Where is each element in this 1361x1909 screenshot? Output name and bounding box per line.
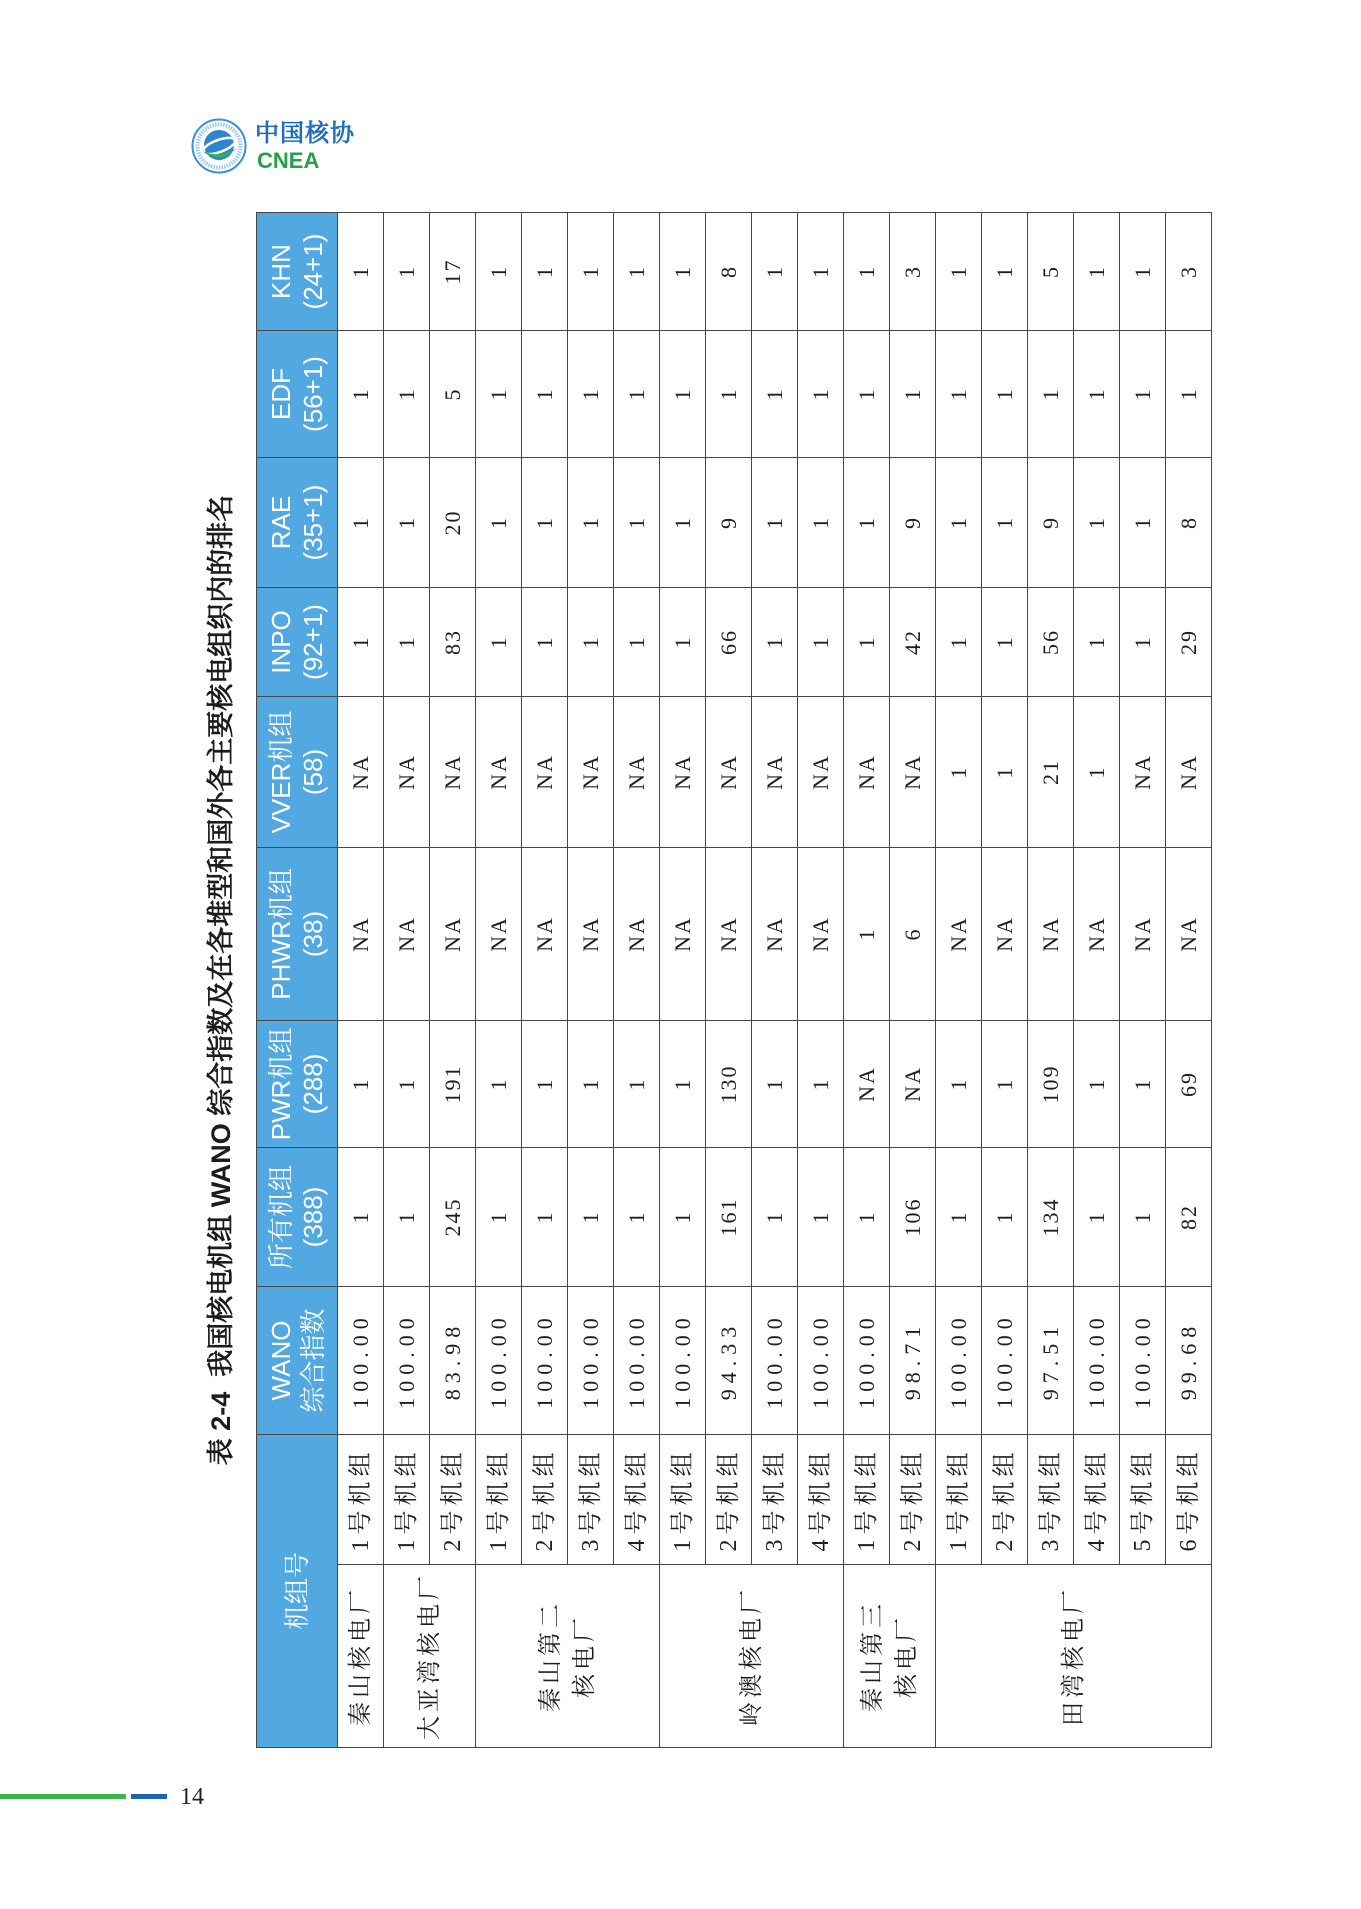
cell-rank-phwr: 1 <box>844 847 890 1020</box>
header-line1: RAE <box>266 495 296 550</box>
cell-rank-edf: 1 <box>798 330 844 457</box>
cell-rank-vver: NA <box>890 696 936 847</box>
header-edf <box>257 330 338 457</box>
table-row <box>1166 212 1212 1747</box>
table-body <box>338 212 1212 1747</box>
cell-rank-phwr: NA <box>1166 847 1212 1020</box>
cell-rank-khn: 3 <box>1166 212 1212 330</box>
station-name-cell <box>844 1565 936 1748</box>
table-row <box>890 212 936 1747</box>
cell-rank-rae: 1 <box>660 457 706 587</box>
table-row <box>522 212 568 1747</box>
cell-rank-inpo: 66 <box>706 587 752 696</box>
cell-rank-phwr: NA <box>706 847 752 1020</box>
cell-rank-khn: 5 <box>1028 212 1074 330</box>
cell-rank-vver: NA <box>1120 696 1166 847</box>
cell-rank-rae: 1 <box>568 457 614 587</box>
cell-wano-index: 98.71 <box>890 1286 936 1434</box>
header-unit-no <box>257 1434 338 1747</box>
cell-rank-pwr: 1 <box>338 1020 384 1147</box>
cell-rank-edf: 1 <box>936 330 982 457</box>
cell-rank-rae: 1 <box>798 457 844 587</box>
cell-rank-inpo: 29 <box>1166 587 1212 696</box>
table-row <box>660 212 706 1747</box>
table-row <box>798 212 844 1747</box>
header-khn <box>257 212 338 330</box>
cell-rank-all-units: 106 <box>890 1147 936 1286</box>
cell-rank-inpo: 1 <box>1120 587 1166 696</box>
cell-rank-edf: 1 <box>844 330 890 457</box>
cell-rank-khn: 8 <box>706 212 752 330</box>
unit-name-cell: 3号机组 <box>1028 1434 1074 1564</box>
unit-name-cell: 2号机组 <box>890 1434 936 1564</box>
unit-name-cell: 2号机组 <box>522 1434 568 1564</box>
table-row <box>936 212 982 1747</box>
cell-rank-vver: 21 <box>1028 696 1074 847</box>
cell-rank-inpo: 1 <box>1074 587 1120 696</box>
header-line2: (38) <box>298 910 328 958</box>
unit-name-cell: 3号机组 <box>752 1434 798 1564</box>
station-name-line: 核电厂 <box>893 1614 920 1698</box>
header-line2: (388) <box>298 1186 328 1248</box>
header-wano-index <box>257 1286 338 1434</box>
cell-wano-index: 100.00 <box>798 1286 844 1434</box>
cell-rank-khn: 1 <box>568 212 614 330</box>
table-row <box>614 212 660 1747</box>
cell-rank-vver: NA <box>1166 696 1212 847</box>
unit-name-cell: 1号机组 <box>476 1434 522 1564</box>
footer-rule-blue <box>131 1794 167 1799</box>
cell-rank-all-units: 1 <box>798 1147 844 1286</box>
cell-rank-khn: 17 <box>430 212 476 330</box>
header-line2: (288) <box>298 1053 328 1115</box>
cell-rank-all-units: 1 <box>936 1147 982 1286</box>
cell-rank-pwr: 1 <box>614 1020 660 1147</box>
cell-rank-inpo: 1 <box>338 587 384 696</box>
header-rae <box>257 457 338 587</box>
header-line1: 所有机组 <box>266 1164 296 1269</box>
cell-rank-inpo: 83 <box>430 587 476 696</box>
cell-rank-pwr: 109 <box>1028 1020 1074 1147</box>
cell-rank-vver: NA <box>752 696 798 847</box>
cell-rank-all-units: 1 <box>614 1147 660 1286</box>
cell-rank-all-units: 134 <box>1028 1147 1074 1286</box>
unit-name-cell: 2号机组 <box>430 1434 476 1564</box>
cell-rank-edf: 1 <box>338 330 384 457</box>
cell-rank-phwr: NA <box>936 847 982 1020</box>
cell-rank-khn: 1 <box>1120 212 1166 330</box>
station-name-line: 核电厂 <box>571 1614 598 1698</box>
header-line2: (56+1) <box>298 356 328 432</box>
cell-rank-inpo: 1 <box>384 587 430 696</box>
station-name-cell <box>338 1565 384 1748</box>
cell-rank-phwr: NA <box>982 847 1028 1020</box>
cell-rank-khn: 1 <box>522 212 568 330</box>
header-label: 机组号 <box>282 1551 312 1630</box>
table-row <box>430 212 476 1747</box>
cell-rank-all-units: 1 <box>982 1147 1028 1286</box>
unit-name-cell: 5号机组 <box>1120 1434 1166 1564</box>
cell-rank-pwr: 1 <box>522 1020 568 1147</box>
cell-rank-all-units: 1 <box>1120 1147 1166 1286</box>
cell-rank-pwr: 1 <box>568 1020 614 1147</box>
cell-rank-edf: 1 <box>706 330 752 457</box>
cell-rank-rae: 1 <box>1074 457 1120 587</box>
station-name-cell <box>384 1565 476 1748</box>
cell-rank-pwr: 1 <box>798 1020 844 1147</box>
cell-rank-phwr: NA <box>476 847 522 1020</box>
header-line1: KHN <box>266 244 296 299</box>
cell-rank-phwr: NA <box>338 847 384 1020</box>
cell-rank-vver: 1 <box>982 696 1028 847</box>
cell-rank-edf: 1 <box>752 330 798 457</box>
cell-rank-all-units: 1 <box>338 1147 384 1286</box>
cell-rank-pwr: 1 <box>1074 1020 1120 1147</box>
cell-rank-inpo: 42 <box>890 587 936 696</box>
cell-rank-edf: 5 <box>430 330 476 457</box>
cell-rank-khn: 1 <box>384 212 430 330</box>
cell-rank-vver: NA <box>706 696 752 847</box>
cell-rank-edf: 1 <box>476 330 522 457</box>
cell-wano-index: 100.00 <box>752 1286 798 1434</box>
cell-rank-all-units: 1 <box>660 1147 706 1286</box>
cell-rank-khn: 1 <box>660 212 706 330</box>
cell-rank-vver: NA <box>844 696 890 847</box>
cell-wano-index: 100.00 <box>614 1286 660 1434</box>
station-name-line: 岭澳核电厂 <box>738 1586 765 1726</box>
table-header-row <box>257 212 338 1747</box>
cell-rank-khn: 1 <box>936 212 982 330</box>
unit-name-cell: 6号机组 <box>1166 1434 1212 1564</box>
cell-rank-pwr: 1 <box>936 1020 982 1147</box>
cell-rank-rae: 1 <box>844 457 890 587</box>
cell-rank-inpo: 1 <box>936 587 982 696</box>
cell-rank-edf: 1 <box>568 330 614 457</box>
cell-wano-index: 99.68 <box>1166 1286 1212 1434</box>
cell-rank-khn: 3 <box>890 212 936 330</box>
station-name-line: 秦山第二 <box>537 1600 564 1712</box>
cell-rank-edf: 1 <box>982 330 1028 457</box>
cell-rank-vver: NA <box>798 696 844 847</box>
cell-rank-rae: 1 <box>476 457 522 587</box>
station-name-line: 大亚湾核电厂 <box>416 1572 443 1740</box>
table-row <box>476 212 522 1747</box>
cell-rank-vver: NA <box>660 696 706 847</box>
unit-name-cell: 4号机组 <box>614 1434 660 1564</box>
table-wrap <box>252 209 1202 1752</box>
logo-name-en: CNEA <box>257 148 320 173</box>
table-title: 表 2-4 我国核电机组 WANO 综合指数及在各堆型和国外各主要核电组织内的排名 <box>206 494 236 1466</box>
cell-rank-inpo: 1 <box>476 587 522 696</box>
cell-rank-phwr: NA <box>752 847 798 1020</box>
cell-rank-inpo: 1 <box>752 587 798 696</box>
cell-rank-phwr: NA <box>568 847 614 1020</box>
cell-rank-all-units: 1 <box>752 1147 798 1286</box>
table-row <box>752 212 798 1747</box>
cell-rank-phwr: NA <box>1074 847 1120 1020</box>
cell-rank-phwr: NA <box>522 847 568 1020</box>
cell-rank-inpo: 1 <box>798 587 844 696</box>
table-row <box>568 212 614 1747</box>
station-name-cell <box>476 1565 660 1748</box>
cell-rank-inpo: 1 <box>614 587 660 696</box>
cell-rank-pwr: 1 <box>384 1020 430 1147</box>
unit-name-cell: 4号机组 <box>798 1434 844 1564</box>
station-name-line: 田湾核电厂 <box>1060 1586 1087 1726</box>
unit-name-cell: 2号机组 <box>982 1434 1028 1564</box>
table-rotator <box>252 209 1202 1752</box>
cell-rank-inpo: 56 <box>1028 587 1074 696</box>
cell-wano-index: 100.00 <box>568 1286 614 1434</box>
table-row <box>982 212 1028 1747</box>
header-line1: WANO <box>266 1320 296 1401</box>
cell-rank-inpo: 1 <box>522 587 568 696</box>
cell-wano-index: 100.00 <box>476 1286 522 1434</box>
unit-name-cell: 1号机组 <box>338 1434 384 1564</box>
cell-rank-khn: 1 <box>982 212 1028 330</box>
table-row <box>338 212 384 1747</box>
cell-rank-khn: 1 <box>614 212 660 330</box>
cell-rank-pwr: 1 <box>752 1020 798 1147</box>
header-inpo <box>257 587 338 696</box>
cell-rank-pwr: 130 <box>706 1020 752 1147</box>
cell-rank-inpo: 1 <box>568 587 614 696</box>
cell-rank-edf: 1 <box>1074 330 1120 457</box>
cell-rank-edf: 1 <box>890 330 936 457</box>
header-vver <box>257 696 338 847</box>
table-row <box>1074 212 1120 1747</box>
header-line2: (24+1) <box>298 233 328 310</box>
cell-rank-rae: 1 <box>936 457 982 587</box>
cell-wano-index: 100.00 <box>936 1286 982 1434</box>
header-pwr <box>257 1020 338 1147</box>
cell-wano-index: 100.00 <box>384 1286 430 1434</box>
table-row <box>384 212 430 1747</box>
cell-wano-index: 100.00 <box>660 1286 706 1434</box>
cell-rank-all-units: 1 <box>844 1147 890 1286</box>
cell-rank-edf: 1 <box>660 330 706 457</box>
unit-name-cell: 3号机组 <box>568 1434 614 1564</box>
cell-rank-pwr: 1 <box>476 1020 522 1147</box>
cell-rank-all-units: 1 <box>384 1147 430 1286</box>
cell-rank-rae: 8 <box>1166 457 1212 587</box>
cnea-logo-icon <box>191 118 247 174</box>
unit-name-cell: 1号机组 <box>384 1434 430 1564</box>
cell-rank-edf: 1 <box>614 330 660 457</box>
cell-rank-inpo: 1 <box>660 587 706 696</box>
cell-rank-all-units: 82 <box>1166 1147 1212 1286</box>
cell-rank-vver: 1 <box>1074 696 1120 847</box>
station-name-line: 秦山核电厂 <box>347 1586 374 1726</box>
cell-rank-rae: 1 <box>614 457 660 587</box>
cell-wano-index: 100.00 <box>522 1286 568 1434</box>
unit-name-cell: 1号机组 <box>660 1434 706 1564</box>
header-line1: VVER机组 <box>266 710 296 834</box>
header-all-units <box>257 1147 338 1286</box>
cell-rank-rae: 9 <box>890 457 936 587</box>
cell-wano-index: 94.33 <box>706 1286 752 1434</box>
table-row <box>1028 212 1074 1747</box>
cell-rank-pwr: 1 <box>1120 1020 1166 1147</box>
cell-rank-pwr: 69 <box>1166 1020 1212 1147</box>
cell-rank-rae: 1 <box>982 457 1028 587</box>
cell-rank-phwr: NA <box>614 847 660 1020</box>
unit-name-cell: 1号机组 <box>844 1434 890 1564</box>
cell-rank-edf: 1 <box>522 330 568 457</box>
cell-rank-khn: 1 <box>338 212 384 330</box>
header-line2: (58) <box>298 748 328 796</box>
cell-rank-all-units: 245 <box>430 1147 476 1286</box>
cell-rank-vver: NA <box>568 696 614 847</box>
cell-rank-rae: 9 <box>706 457 752 587</box>
header-line2: (35+1) <box>298 484 328 561</box>
logo-name-cn: 中国核协 <box>255 120 355 147</box>
cell-rank-pwr: NA <box>844 1020 890 1147</box>
cell-rank-vver: NA <box>384 696 430 847</box>
cell-rank-rae: 1 <box>522 457 568 587</box>
table-row <box>844 212 890 1747</box>
cell-rank-inpo: 1 <box>982 587 1028 696</box>
cell-wano-index: 100.00 <box>844 1286 890 1434</box>
cell-wano-index: 100.00 <box>982 1286 1028 1434</box>
cell-rank-all-units: 161 <box>706 1147 752 1286</box>
cell-rank-pwr: 191 <box>430 1020 476 1147</box>
header-line1: INPO <box>266 610 296 674</box>
header-line2: 综合指数 <box>298 1308 328 1413</box>
cell-wano-index: 100.00 <box>1120 1286 1166 1434</box>
cell-rank-khn: 1 <box>476 212 522 330</box>
cell-rank-phwr: NA <box>1028 847 1074 1020</box>
cell-rank-edf: 1 <box>1120 330 1166 457</box>
table-row <box>1120 212 1166 1747</box>
cell-rank-rae: 1 <box>1120 457 1166 587</box>
header-line1: PWR机组 <box>266 1027 296 1141</box>
cell-rank-inpo: 1 <box>844 587 890 696</box>
station-name-cell <box>660 1565 844 1748</box>
cell-wano-index: 100.00 <box>1074 1286 1120 1434</box>
cell-rank-edf: 1 <box>1166 330 1212 457</box>
cell-rank-all-units: 1 <box>1074 1147 1120 1286</box>
header-line2: (92+1) <box>298 604 328 680</box>
cell-rank-pwr: 1 <box>982 1020 1028 1147</box>
table-title-wrap <box>200 430 242 1530</box>
unit-name-cell: 4号机组 <box>1074 1434 1120 1564</box>
cell-rank-phwr: NA <box>430 847 476 1020</box>
cell-rank-khn: 1 <box>798 212 844 330</box>
cell-wano-index: 83.98 <box>430 1286 476 1434</box>
cell-rank-khn: 1 <box>752 212 798 330</box>
cell-rank-rae: 1 <box>384 457 430 587</box>
cell-rank-vver: NA <box>338 696 384 847</box>
footer-rule-green <box>0 1794 126 1799</box>
header-line1: PHWR机组 <box>266 868 296 1000</box>
header-phwr <box>257 847 338 1020</box>
cell-rank-phwr: NA <box>798 847 844 1020</box>
cell-rank-rae: 1 <box>338 457 384 587</box>
cell-rank-vver: NA <box>476 696 522 847</box>
cell-rank-phwr: NA <box>384 847 430 1020</box>
unit-name-cell: 1号机组 <box>936 1434 982 1564</box>
cell-rank-vver: NA <box>614 696 660 847</box>
cell-rank-edf: 1 <box>1028 330 1074 457</box>
page-number: 14 <box>180 1784 204 1810</box>
cell-rank-vver: NA <box>522 696 568 847</box>
cell-rank-vver: 1 <box>936 696 982 847</box>
station-name-line: 秦山第三 <box>859 1600 886 1712</box>
cell-rank-phwr: NA <box>1120 847 1166 1020</box>
cell-rank-rae: 20 <box>430 457 476 587</box>
cell-rank-all-units: 1 <box>522 1147 568 1286</box>
cell-rank-rae: 9 <box>1028 457 1074 587</box>
cell-rank-edf: 1 <box>384 330 430 457</box>
cell-rank-vver: NA <box>430 696 476 847</box>
station-name-cell <box>936 1565 1212 1748</box>
table-row <box>706 212 752 1747</box>
header-line1: EDF <box>266 367 296 420</box>
cell-rank-phwr: NA <box>660 847 706 1020</box>
cell-rank-all-units: 1 <box>568 1147 614 1286</box>
cell-rank-khn: 1 <box>844 212 890 330</box>
cell-wano-index: 100.00 <box>338 1286 384 1434</box>
ranking-table <box>256 212 1212 1748</box>
unit-name-cell: 2号机组 <box>706 1434 752 1564</box>
cell-rank-phwr: 6 <box>890 847 936 1020</box>
cell-wano-index: 97.51 <box>1028 1286 1074 1434</box>
cell-rank-pwr: NA <box>890 1020 936 1147</box>
cell-rank-pwr: 1 <box>660 1020 706 1147</box>
cell-rank-rae: 1 <box>752 457 798 587</box>
cell-rank-all-units: 1 <box>476 1147 522 1286</box>
cell-rank-khn: 1 <box>1074 212 1120 330</box>
